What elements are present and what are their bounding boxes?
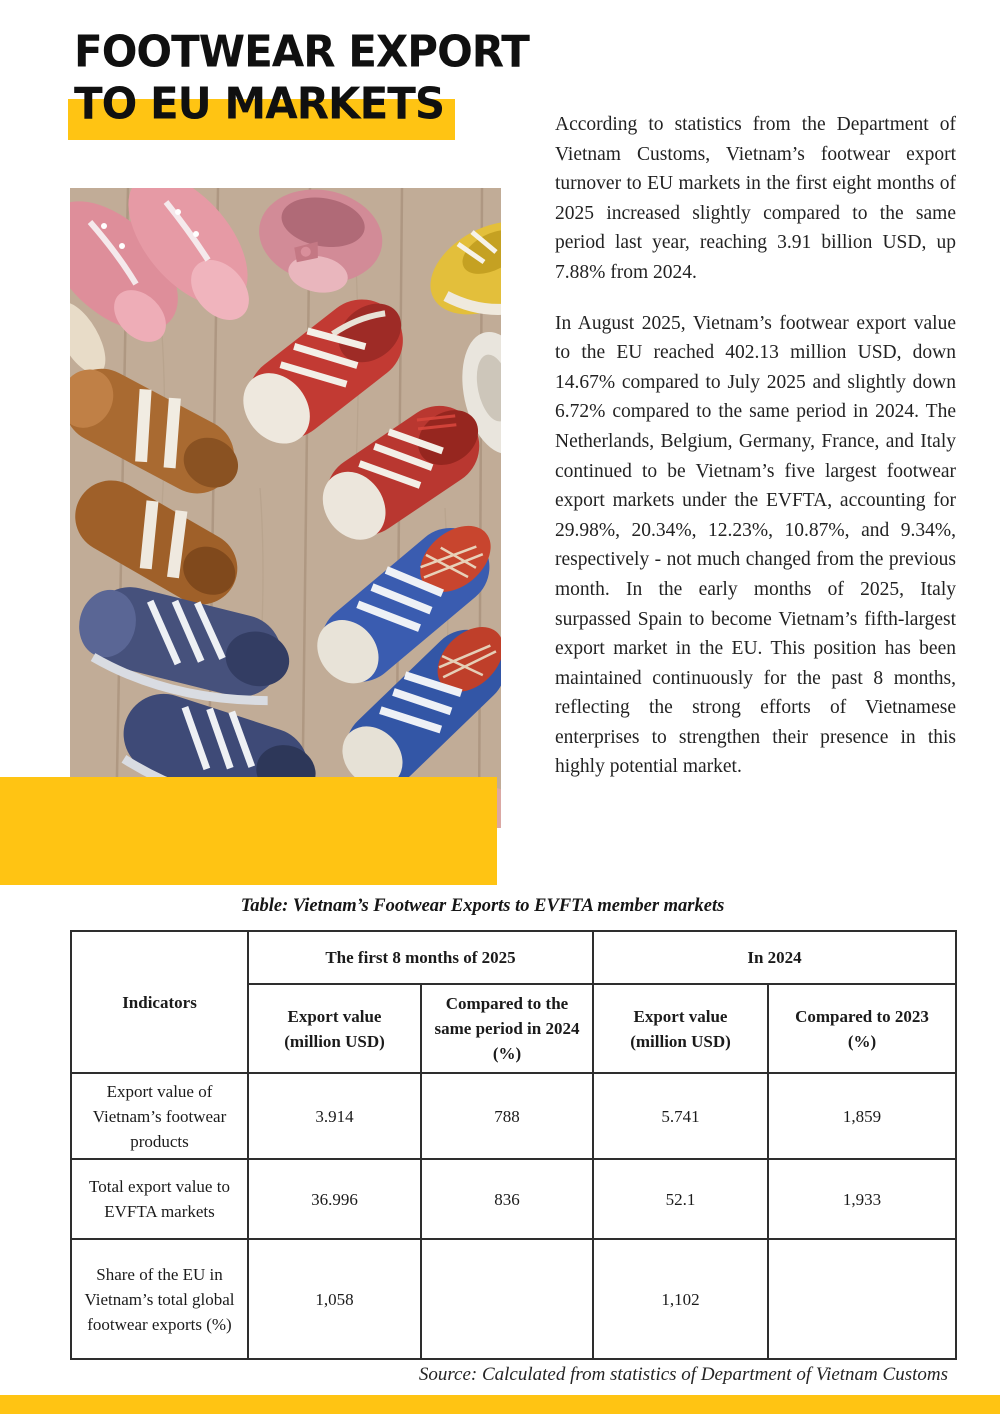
page-title (74, 26, 529, 130)
footer-accent-bar (0, 1395, 1000, 1414)
row3-cell-3: 1,102 (593, 1239, 768, 1359)
table-row (71, 1159, 956, 1239)
row1-cell-2: 788 (421, 1073, 593, 1159)
table-group-header-row (71, 931, 956, 984)
subheader-compared-2023: Compared to 2023 (%) (768, 984, 956, 1073)
assorted-children-shoes-photo (70, 188, 501, 828)
row2-cell-3: 52.1 (593, 1159, 768, 1239)
table-row (71, 1239, 956, 1359)
subheader-export-value-2024: Export value (million USD) (593, 984, 768, 1073)
row3-cell-4 (768, 1239, 956, 1359)
row2-indicator: Total export value to EVFTA markets (71, 1159, 248, 1239)
source-note: Source: Calculated from statistics of Department of Vietnam Customs (418, 1364, 948, 1385)
table-caption: Table: Vietnam’s Footwear Exports to EVFTA member markets (240, 896, 725, 916)
subheader-compared-same-period-2024: Compared to the same period in 2024 (%) (421, 984, 593, 1073)
row3-cell-2 (421, 1239, 593, 1359)
yellow-accent-block (0, 777, 497, 885)
row3-indicator: Share of the EU in Vietnam’s total global footwear exports (%) (71, 1239, 248, 1359)
row2-cell-4: 1,933 (768, 1159, 956, 1239)
article-text-column (555, 110, 956, 803)
group-header-in-2024: In 2024 (593, 931, 956, 984)
article-paragraph-2: In August 2025, Vietnam’s footwear export value to the EU reached 402.13 million USD, down 14.67% compared to July 2025 and slightly down 6.72% compared to the same period in 2024. The Netherlands, Belgium, Germany, France, and Italy continued to be Vietnam’s five largest footwear export markets under the EVFTA, accounting for 29.98%, 20.34%, 12.23%, 10.87%, and 9.34%, respectively - not much changed from the previous month. In the early months of 2025, Italy surpassed Spain to become Vietnam’s fifth-largest export market in the EU. This position has been maintained continuously for the past 8 months, reflecting the strong efforts of Vietnamese enterprises to strengthen their presence in this highly potential market. (555, 312, 956, 778)
article-paragraph-1: According to statistics from the Department of Vietnam Customs, Vietnam’s footwear export turnover to EU markets in the first eight months of 2025 increased slightly compared to the same period last year, reaching 3.91 billion USD, up 7.88% from 2024. (555, 114, 956, 283)
page-title-line2: TO EU MARKETS (74, 78, 445, 129)
row2-cell-2: 836 (421, 1159, 593, 1239)
exports-table (70, 930, 957, 1360)
row2-cell-1: 36.996 (248, 1159, 421, 1239)
row1-cell-4: 1,859 (768, 1073, 956, 1159)
table-row (71, 1073, 956, 1159)
row3-cell-1: 1,058 (248, 1239, 421, 1359)
subheader-export-value-2025: Export value (million USD) (248, 984, 421, 1073)
row1-indicator: Export value of Vietnam’s footwear products (71, 1073, 248, 1159)
row1-cell-1: 3.914 (248, 1073, 421, 1159)
row1-cell-3: 5.741 (593, 1073, 768, 1159)
group-header-first-8-months-2025: The first 8 months of 2025 (248, 931, 593, 984)
indicators-header-cell: Indicators (71, 931, 248, 1073)
page-title-line1: FOOTWEAR EXPORT (74, 26, 529, 77)
